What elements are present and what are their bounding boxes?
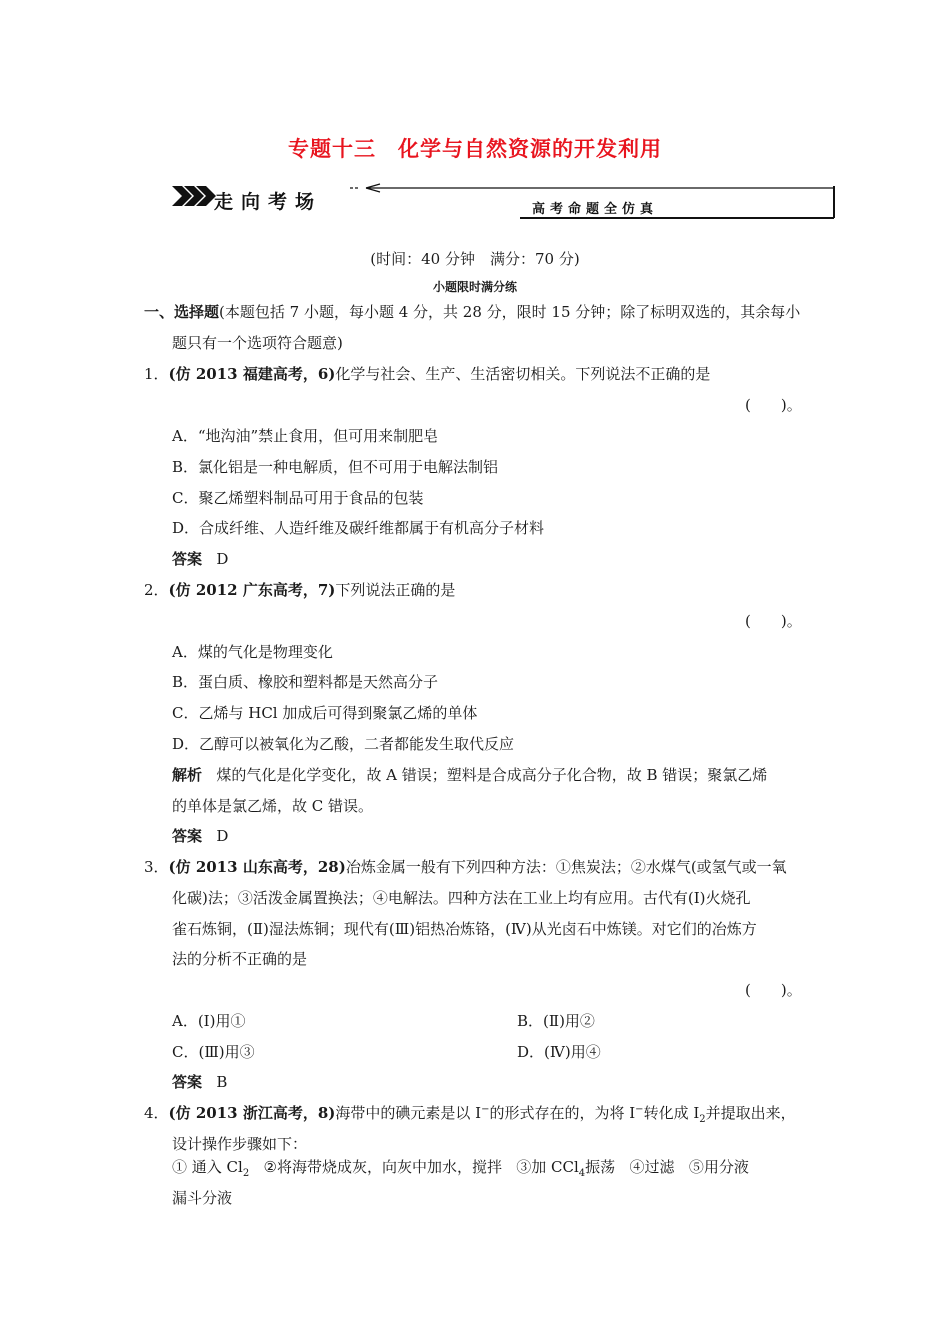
step-5: ⑤用分液 [688, 1158, 749, 1176]
section-desc-2: 题只有一个选项符合题意) [172, 334, 343, 352]
question-text-2: 设计操作步骤如下： [172, 1135, 308, 1153]
option-b: B．(Ⅱ)用② [517, 1012, 595, 1030]
option-c: C．(Ⅲ)用③ [172, 1043, 255, 1061]
banner-label: 走向考场 [214, 191, 323, 213]
answer-value: D [216, 827, 229, 845]
question-number: 3． [144, 858, 169, 876]
question-text-2: 化碳)法；③活泼金属置换法；④电解法。四种方法在工业上均有应用。古代有(Ⅰ)火烧孔 [172, 889, 751, 907]
option-a: A．煤的气化是物理变化 [172, 643, 333, 661]
superscript: − [635, 1104, 644, 1115]
option-a: A．“地沟油”禁止食用，但可用来制肥皂 [172, 427, 439, 445]
section-subtitle: 小题限时满分练 [432, 280, 517, 294]
question-number: 1． [144, 365, 169, 383]
question-source: (仿 2012 广东高考，7) [168, 581, 336, 599]
option-b: B．氯化铝是一种电解质，但不可用于电解法制铝 [172, 458, 499, 476]
step-4: ④过滤 [629, 1158, 675, 1176]
question-number: 2． [144, 581, 169, 599]
question-1-stem [144, 363, 710, 384]
analysis-line-1 [172, 764, 767, 785]
page-title: 专题十三 化学与自然资源的开发利用 [288, 137, 662, 161]
banner-subtitle: 高考命题全仿真 [532, 202, 659, 217]
question-text: 化学与社会、生产、生活密切相关。下列说法不正确的是 [335, 365, 711, 383]
time-limit: (时间：40 分钟 满分：70 分) [370, 250, 580, 268]
option-d: D．(Ⅳ)用④ [517, 1043, 601, 1061]
analysis-text: 煤的气化是化学变化，故 A 错误；塑料是合成高分子化合物，故 B 错误；聚氯乙烯 [216, 766, 768, 784]
superscript: − [481, 1104, 490, 1115]
answer-line [172, 1071, 227, 1092]
question-text-4: 法的分析不正确的是 [172, 950, 308, 968]
subscript: 2 [242, 1168, 250, 1179]
section-label: 一、选择题 [144, 303, 220, 321]
subscript: 2 [699, 1114, 706, 1125]
question-text: 冶炼金属一般有下列四种方法：①焦炭法；②水煤气(或氢气或一氧 [345, 858, 787, 876]
question-source: (仿 2013 浙江高考，8) [168, 1104, 336, 1122]
question-4-stem [144, 1102, 796, 1125]
answer-blank: ( )。 [745, 612, 802, 630]
double-chevron-icon [172, 186, 216, 206]
answer-label: 答案 [172, 1073, 203, 1091]
option-a: A．(Ⅰ)用① [172, 1012, 246, 1030]
question-source: (仿 2013 山东高考，28) [168, 858, 346, 876]
steps-line [172, 1156, 749, 1179]
question-text: 下列说法正确的是 [335, 581, 456, 599]
steps-line-2: 漏斗分液 [172, 1189, 233, 1207]
question-text: 海带中的碘元素是以 I [335, 1104, 482, 1122]
question-text-3: 雀石炼铜，(Ⅱ)湿法炼铜；现代有(Ⅲ)铝热冶炼铬，(Ⅳ)从光卤石中炼镁。对它们的冶炼方 [172, 920, 757, 938]
question-source: (仿 2013 福建高考，6) [168, 365, 336, 383]
question-text: 转化成 I [643, 1104, 700, 1122]
question-text: 的形式存在的，为将 I [489, 1104, 636, 1122]
option-b: B．蛋白质、橡胶和塑料都是天然高分子 [172, 673, 439, 691]
section-desc-1: (本题包括 7 小题，每小题 4 分，共 28 分，限时 15 分钟；除了标明双选的，其余每小 [219, 303, 801, 321]
step-3: ③加 CCl [516, 1158, 579, 1176]
step-2: ②将海带烧成灰，向灰中加水，搅拌 [263, 1158, 502, 1176]
step-1: ① 通入 Cl [172, 1158, 243, 1176]
answer-blank: ( )。 [745, 981, 802, 999]
analysis-label: 解析 [172, 766, 203, 784]
option-c: C．乙烯与 HCl 加成后可得到聚氯乙烯的单体 [172, 704, 478, 722]
question-text: 并提取出来， [705, 1104, 796, 1122]
subscript: 4 [578, 1168, 586, 1179]
analysis-line-2: 的单体是氯乙烯，故 C 错误。 [172, 797, 374, 815]
answer-line [172, 825, 228, 846]
answer-value: D [216, 550, 229, 568]
answer-line [172, 548, 228, 569]
option-d: D．乙醇可以被氧化为乙酸，二者都能发生取代反应 [172, 735, 515, 753]
answer-blank: ( )。 [745, 396, 802, 414]
option-d: D．合成纤维、人造纤维及碳纤维都属于有机高分子材料 [172, 519, 545, 537]
question-3-stem [144, 856, 787, 877]
answer-label: 答案 [172, 550, 203, 568]
step-3-post: 振荡 [585, 1158, 616, 1176]
question-number: 4． [144, 1104, 169, 1122]
answer-value: B [216, 1073, 228, 1091]
section-heading [144, 301, 800, 322]
option-c: C．聚乙烯塑料制品可用于食品的包装 [172, 489, 424, 507]
answer-label: 答案 [172, 827, 203, 845]
question-2-stem [144, 579, 455, 600]
